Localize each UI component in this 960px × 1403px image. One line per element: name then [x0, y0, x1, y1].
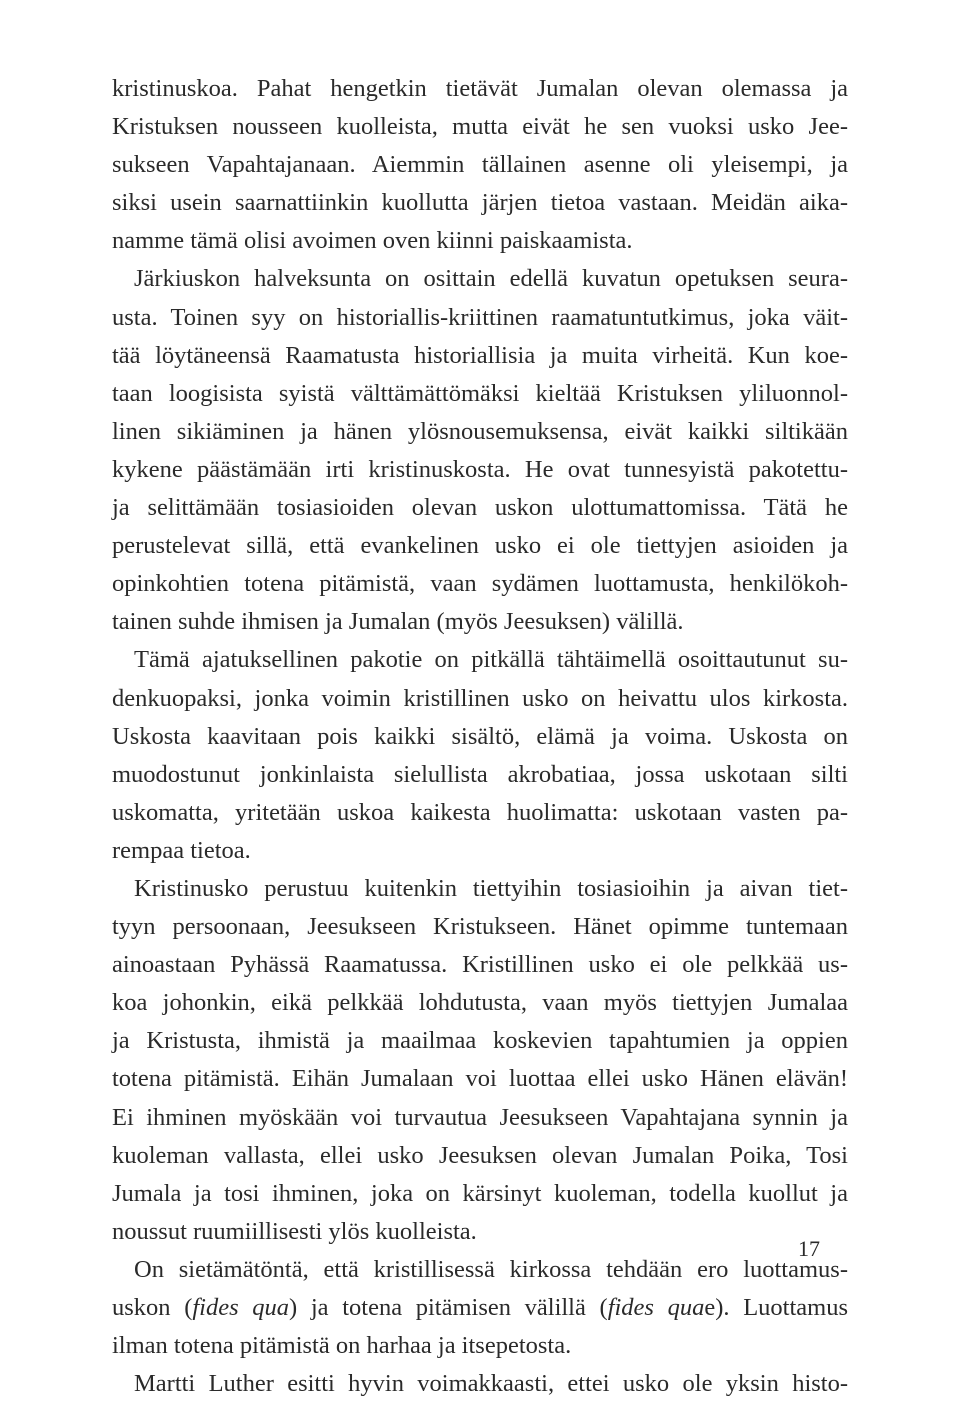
text-line: ilman totena pitämistä on harhaa ja itsepetosta. — [112, 1332, 572, 1360]
text-line: ja selittämään tosiasioiden olevan uskon ulottumattomissa. Tätä he — [112, 494, 848, 522]
text-line: noussut ruumiillisesti ylös kuolleista. — [112, 1217, 477, 1245]
text-line: Kristinusko perustuu kuitenkin tiettyihin tosiasioihin ja aivan tiet- — [134, 874, 848, 902]
text-line: On sietämätöntä, että kristillisessä kirkossa tehdään ero luottamus- — [134, 1255, 848, 1283]
text-line: muodostunut jonkinlaista sielullista akrobatiaa, jossa uskotaan silti — [112, 760, 848, 788]
text-line: kykene päästämään irti kristinuskosta. He ovat tunnesyistä pakotettu- — [112, 455, 848, 483]
text-line: Martti Luther esitti hyvin voimakkaasti, ettei usko ole yksin histo- — [134, 1370, 848, 1398]
text-line: Ei ihminen myöskään voi turvautua Jeesukseen Vapahtajana synnin ja — [112, 1103, 848, 1131]
text-line: Järkiuskon halveksunta on osittain edellä kuvatun opetuksen seura- — [134, 265, 848, 293]
text-line: namme tämä olisi avoimen oven kiinni paiskaamista. — [112, 227, 633, 255]
text-line: kuoleman vallasta, ellei usko Jeesuksen olevan Jumalan Poika, Tosi — [112, 1141, 848, 1169]
text-line: Jumala ja tosi ihminen, joka on kärsinyt kuoleman, todella kuollut ja — [112, 1179, 848, 1207]
text-line: tainen suhde ihmisen ja Jumalan (myös Jeesuksen) välillä. — [112, 608, 684, 636]
page-number: 17 — [798, 1236, 820, 1261]
text-line: Tämä ajatuksellinen pakotie on pitkällä tähtäimellä osoittautunut su- — [134, 646, 848, 674]
text-line: ja Kristusta, ihmistä ja maailmaa koskevien tapahtumien ja oppien — [112, 1027, 848, 1055]
text-line: opinkohtien totena pitämistä, vaan sydämen luottamusta, henkilökoh- — [112, 570, 848, 598]
text-line: uskon (fides qua) ja totena pitämisen välillä (fides quae). Luottamus — [112, 1294, 848, 1321]
text-line: totena pitämistä. Eihän Jumalaan voi luottaa ellei usko Hänen elävän! — [112, 1065, 848, 1093]
text-line: kristinuskoa. Pahat hengetkin tietävät Jumalan olevan olemassa ja — [112, 75, 848, 102]
text-line: tyyn persoonaan, Jeesukseen Kristukseen. Hänet opimme tuntemaan — [112, 913, 848, 941]
text-line: perustelevat sillä, että evankelinen usko ei ole tiettyjen asioiden ja — [112, 532, 848, 560]
text-line: usta. Toinen syy on historiallis-kriittinen raamatuntutkimus, joka väit- — [112, 303, 848, 331]
text-line: denkuopaksi, jonka voimin kristillinen usko on heivattu ulos kirkosta. — [112, 684, 848, 712]
text-line: taan loogisista syistä välttämättömäksi kieltää Kristuksen yliluonnol- — [112, 379, 848, 407]
text-line: sukseen Vapahtajanaan. Aiemmin tällainen asenne oli yleisempi, ja — [112, 151, 848, 179]
text-line: koa johonkin, eikä pelkkää lohdutusta, vaan myös tiettyjen Jumalaa — [112, 989, 848, 1017]
text-line: ainoastaan Pyhässä Raamatussa. Kristillinen usko ei ole pelkkää us- — [112, 951, 848, 979]
text-line: uskomatta, yritetään uskoa kaikesta huolimatta: uskotaan vasten pa- — [112, 798, 848, 826]
body-text — [112, 70, 848, 1403]
text-line: Kristuksen nousseen kuolleista, mutta eivät he sen vuoksi usko Jee- — [112, 113, 848, 141]
text-line: rempaa tietoa. — [112, 836, 251, 864]
text-line: Uskosta kaavitaan pois kaikki sisältö, elämä ja voima. Uskosta on — [112, 722, 848, 750]
text-line: siksi usein saarnattiinkin kuollutta järjen tietoa vastaan. Meidän aika- — [112, 189, 848, 217]
text-line: tää löytäneensä Raamatusta historiallisia ja muita virheitä. Kun koe- — [112, 341, 848, 369]
text-line: linen sikiäminen ja hänen ylösnousemuksensa, eivät kaikki siltikään — [112, 417, 848, 445]
